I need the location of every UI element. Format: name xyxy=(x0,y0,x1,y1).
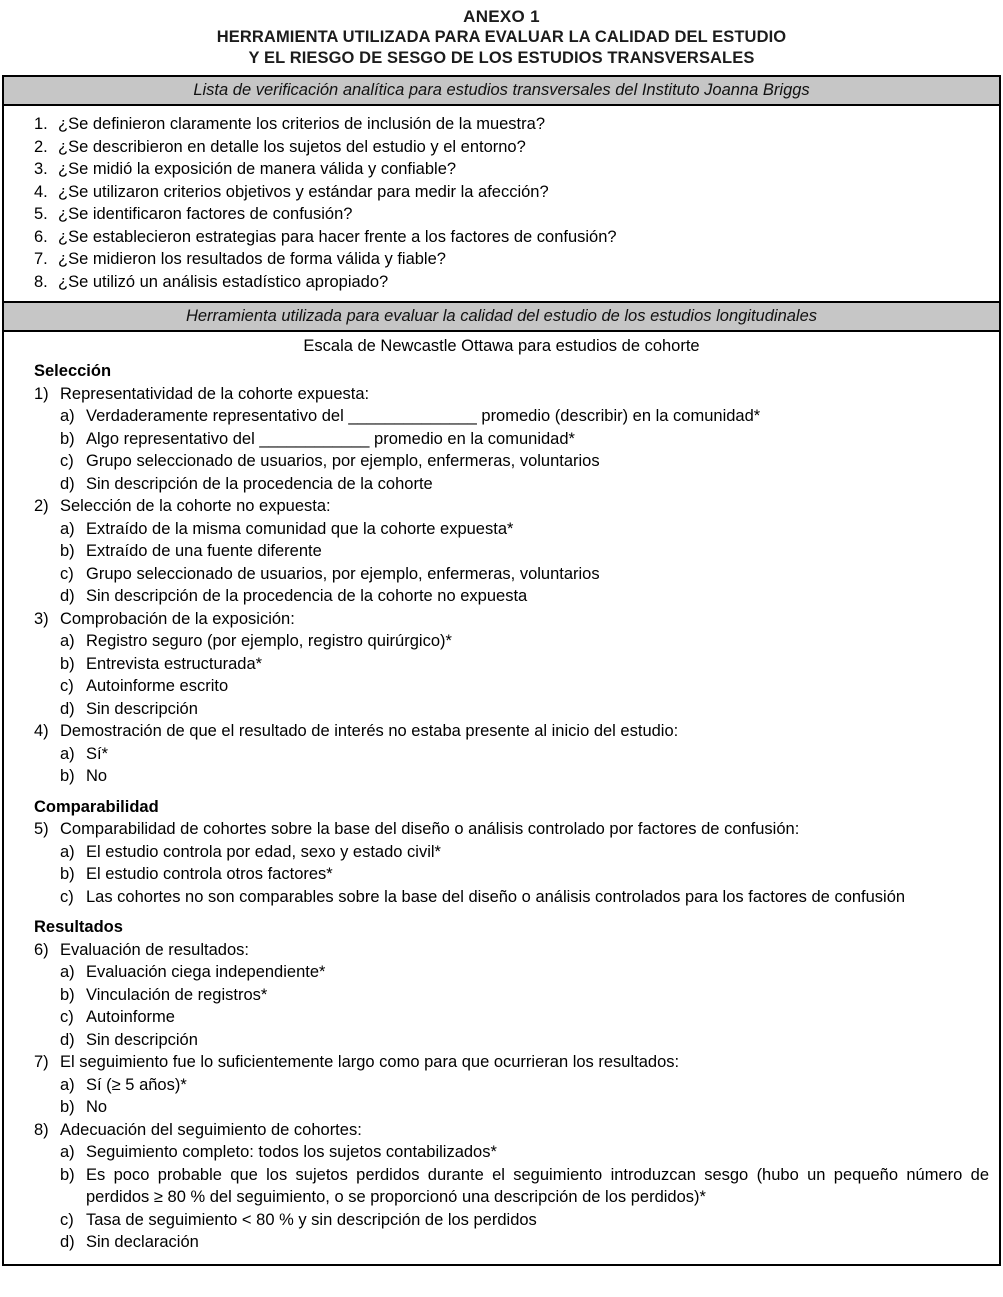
item-text: ¿Se establecieron estrategias para hacer frente a los factores de confusión? xyxy=(58,227,617,246)
nos-option xyxy=(60,961,989,984)
nos-item xyxy=(34,1119,989,1142)
item-marker: a) xyxy=(60,842,75,861)
item-marker: b) xyxy=(60,865,75,883)
item-text: Autoinforme xyxy=(86,1008,175,1026)
nos-scale xyxy=(4,332,999,1264)
item-marker: 7. xyxy=(34,250,48,268)
item-text: Selección de la cohorte no expuesta: xyxy=(60,497,331,515)
nos-option xyxy=(60,743,989,766)
assessment-table xyxy=(2,75,1001,1266)
item-marker: d) xyxy=(60,699,75,718)
nos-option xyxy=(60,886,989,909)
jbi-item xyxy=(34,158,989,181)
nos-section xyxy=(34,916,989,1254)
item-text: Sin descripción xyxy=(86,699,198,718)
item-marker: 7) xyxy=(34,1053,49,1071)
nos-item xyxy=(34,939,989,962)
item-text: El estudio controla otros factores* xyxy=(86,865,333,883)
item-text: Sin descripción de la procedencia de la cohorte no expuesta xyxy=(86,587,528,605)
item-marker: 5. xyxy=(34,205,48,223)
item-text: ¿Se midió la exposición de manera válida y confiable? xyxy=(58,160,457,178)
item-text: Algo representativo del ____________ promedio en la comunidad* xyxy=(86,429,575,448)
item-text: Representatividad de la cohorte expuesta: xyxy=(60,384,370,403)
item-text: Vinculación de registros* xyxy=(86,985,268,1004)
item-text: ¿Se definieron claramente los criterios de inclusión de la muestra? xyxy=(58,115,545,133)
item-marker: 3) xyxy=(34,609,49,628)
jbi-item xyxy=(34,248,989,271)
nos-option xyxy=(60,1006,989,1029)
jbi-item xyxy=(34,226,989,249)
item-marker: 2. xyxy=(34,137,48,156)
item-marker: d) xyxy=(60,587,75,605)
item-marker: 6) xyxy=(34,940,49,959)
item-marker: d) xyxy=(60,474,75,493)
nos-option xyxy=(60,518,989,541)
item-marker: a) xyxy=(60,744,75,763)
item-text: Comprobación de la exposición: xyxy=(60,609,295,628)
item-text: No xyxy=(86,767,108,785)
nos-section-header: Herramienta utilizada para evaluar la calidad del estudio de los estudios longitudinales xyxy=(4,301,999,332)
nos-item xyxy=(34,383,989,406)
item-text: Sí* xyxy=(86,744,109,763)
item-text: Entrevista estructurada* xyxy=(86,654,263,673)
item-text: ¿Se utilizó un análisis estadístico apropiado? xyxy=(58,272,389,291)
item-marker: b) xyxy=(60,542,75,560)
item-text: Verdaderamente representativo del ______________ promedio (describir) en la comunidad* xyxy=(86,407,761,425)
item-marker: a) xyxy=(60,1075,75,1094)
item-text: Demostración de que el resultado de interés no estaba presente al inicio del estudio: xyxy=(60,722,679,740)
item-marker: b) xyxy=(60,429,75,448)
item-marker: c) xyxy=(60,564,74,583)
item-marker: d) xyxy=(60,1030,75,1049)
item-marker: a) xyxy=(60,963,75,981)
nos-option xyxy=(60,473,989,496)
item-marker: a) xyxy=(60,1143,75,1161)
nos-item xyxy=(34,818,989,841)
nos-option xyxy=(60,1209,989,1232)
nos-option xyxy=(60,1029,989,1052)
jbi-item xyxy=(34,203,989,226)
item-text: El seguimiento fue lo suficientemente largo como para que ocurrieran los resultados: xyxy=(60,1053,680,1071)
item-text: ¿Se identificaron factores de confusión? xyxy=(58,205,353,223)
item-marker: 5) xyxy=(34,820,49,838)
item-text: ¿Se utilizaron criterios objetivos y estándar para medir la afección? xyxy=(58,182,549,201)
item-text: Registro seguro (por ejemplo, registro quirúrgico)* xyxy=(86,632,452,650)
nos-item xyxy=(34,720,989,743)
nos-option xyxy=(60,698,989,721)
nos-item xyxy=(34,495,989,518)
nos-option xyxy=(60,1164,989,1209)
nos-item xyxy=(34,608,989,631)
nos-section-heading: Selección xyxy=(34,362,112,380)
nos-option xyxy=(60,863,989,886)
nos-section xyxy=(34,360,989,788)
item-text: Sin descripción xyxy=(86,1030,198,1049)
item-text: Autoinforme escrito xyxy=(86,677,229,695)
item-marker: 6. xyxy=(34,227,48,246)
jbi-item xyxy=(34,271,989,294)
item-marker: 8. xyxy=(34,272,48,291)
item-text: ¿Se midieron los resultados de forma válida y fiable? xyxy=(58,250,446,268)
item-text: Extraído de una fuente diferente xyxy=(86,542,322,560)
nos-section xyxy=(34,796,989,909)
nos-option xyxy=(60,1231,989,1254)
item-marker: b) xyxy=(60,767,75,785)
item-text: ¿Se describieron en detalle los sujetos del estudio y el entorno? xyxy=(58,137,526,156)
jbi-item xyxy=(34,136,989,159)
nos-option xyxy=(60,653,989,676)
jbi-item xyxy=(34,181,989,204)
jbi-section-header: Lista de verificación analítica para estudios transversales del Instituto Joanna Briggs xyxy=(4,77,999,106)
nos-item xyxy=(34,1051,989,1074)
item-text: Adecuación del seguimiento de cohortes: xyxy=(60,1120,362,1139)
item-marker: c) xyxy=(60,1008,74,1026)
item-marker: 1. xyxy=(34,115,48,133)
item-marker: a) xyxy=(60,632,75,650)
item-marker: 8) xyxy=(34,1120,49,1139)
item-marker: 1) xyxy=(34,384,49,403)
item-marker: c) xyxy=(60,452,74,470)
nos-section-heading: Resultados xyxy=(34,918,123,936)
item-marker: b) xyxy=(60,985,75,1004)
nos-option xyxy=(60,1141,989,1164)
item-marker: 3. xyxy=(34,160,48,178)
document-title xyxy=(2,6,1001,69)
nos-option xyxy=(60,1074,989,1097)
nos-option xyxy=(60,405,989,428)
item-text: No xyxy=(86,1098,108,1116)
item-text: Grupo seleccionado de usuarios, por ejemplo, enfermeras, voluntarios xyxy=(86,452,600,470)
nos-option xyxy=(60,585,989,608)
item-text: Seguimiento completo: todos los sujetos contabilizados* xyxy=(86,1143,497,1161)
item-marker: 4. xyxy=(34,182,48,201)
nos-option xyxy=(60,841,989,864)
item-marker: c) xyxy=(60,677,74,695)
nos-option xyxy=(60,675,989,698)
item-marker: 2) xyxy=(34,497,49,515)
document-subtitle-line-1: HERRAMIENTA UTILIZADA PARA EVALUAR LA CALIDAD DEL ESTUDIO xyxy=(216,28,787,46)
nos-option xyxy=(60,450,989,473)
item-marker: a) xyxy=(60,407,75,425)
item-marker: c) xyxy=(60,887,74,906)
nos-option xyxy=(60,630,989,653)
item-text: Tasa de seguimiento < 80 % y sin descripción de los perdidos xyxy=(86,1210,537,1229)
item-text: Evaluación de resultados: xyxy=(60,940,249,959)
nos-scale-title: Escala de Newcastle Ottawa para estudios de cohorte xyxy=(303,337,700,355)
item-marker: 4) xyxy=(34,722,49,740)
nos-option xyxy=(60,984,989,1007)
nos-section-heading: Comparabilidad xyxy=(34,797,159,816)
item-marker: a) xyxy=(60,519,75,538)
item-text: Sin declaración xyxy=(86,1233,199,1251)
item-text: Grupo seleccionado de usuarios, por ejemplo, enfermeras, voluntarios xyxy=(86,564,600,583)
item-text: Extraído de la misma comunidad que la cohorte expuesta* xyxy=(86,519,514,538)
item-marker: b) xyxy=(60,1098,75,1116)
document-subtitle-line-2: Y EL RIESGO DE SESGO DE LOS ESTUDIOS TRANSVERSALES xyxy=(248,49,755,67)
nos-option xyxy=(60,765,989,788)
item-text: Sin descripción de la procedencia de la cohorte xyxy=(86,474,433,493)
item-text: Las cohortes no son comparables sobre la base del diseño o análisis controlados para los factores de confusión xyxy=(86,887,906,906)
nos-option xyxy=(60,1096,989,1119)
item-text: Comparabilidad de cohortes sobre la base del diseño o análisis controlado por factores de confusión: xyxy=(60,820,800,838)
item-marker: b) xyxy=(60,1165,75,1184)
nos-sections xyxy=(34,360,989,1254)
nos-option xyxy=(60,428,989,451)
item-marker: d) xyxy=(60,1233,75,1251)
nos-option xyxy=(60,540,989,563)
nos-option xyxy=(60,563,989,586)
item-text: Evaluación ciega independiente* xyxy=(86,963,326,981)
item-marker: c) xyxy=(60,1210,74,1229)
jbi-checklist xyxy=(4,106,999,301)
annex-title: ANEXO 1 xyxy=(463,7,540,26)
jbi-item xyxy=(34,113,989,136)
item-text: El estudio controla por edad, sexo y estado civil* xyxy=(86,842,441,861)
item-marker: b) xyxy=(60,654,75,673)
item-text: Es poco probable que los sujetos perdidos durante el seguimiento introduzcan sesgo (hubo un pequeño número de perdidos ≥ 80 % del seguimiento, o se proporcionó una descripción de los perdidos)* xyxy=(86,1165,989,1206)
item-text: Sí (≥ 5 años)* xyxy=(86,1075,187,1094)
